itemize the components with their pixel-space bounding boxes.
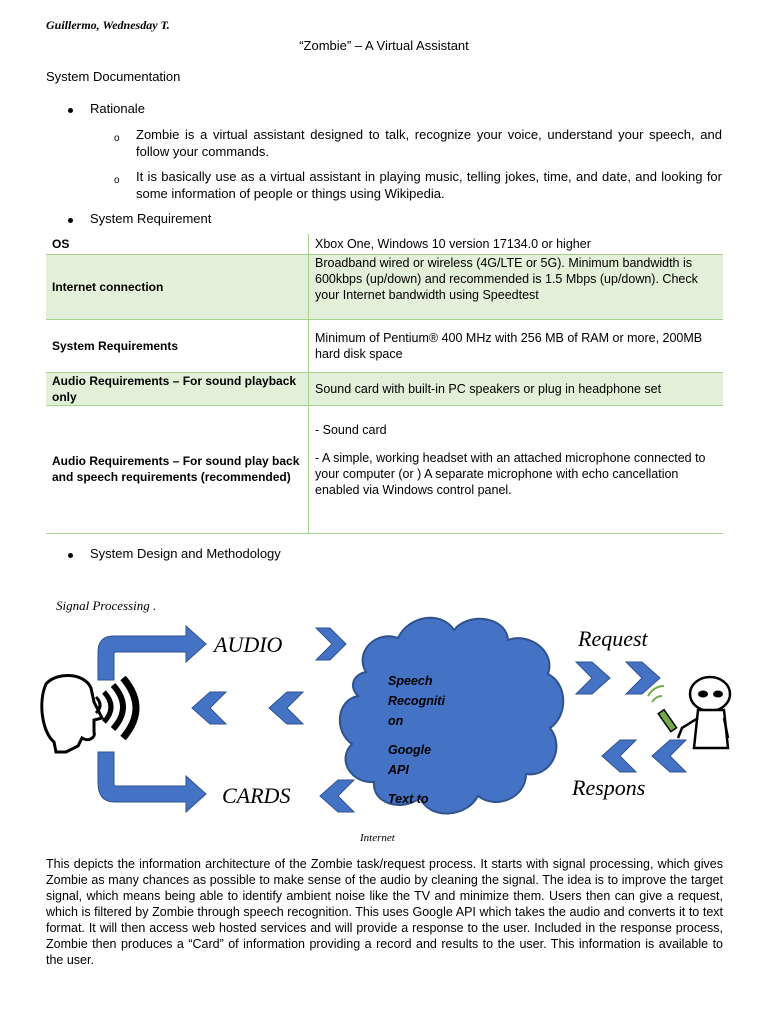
chevron-arrow-icon (192, 692, 303, 724)
bullet-dot (68, 218, 73, 223)
response-label: Respons (572, 775, 646, 800)
table-row (46, 405, 723, 533)
cloud-text: API (388, 763, 409, 777)
description-paragraph: This depicts the information architecture of the Zombie task/request process. It starts with signal processing, which gives Zombie as many chances as possible to make sense of the audio by cleaning the signal. The idea is to improve the target signal, which means being able to identify ambient noise like the TV and minimize them. Users then can give a request, which is filtered by Zombie through speech recognition. This uses Google API which takes the audio and converts it to text format. It will then access web hosted services and will provide a response to the user. Included in the response process, Zombie then produces a “Card” of information providing a record and results to the user. This information is available to the user. (46, 857, 723, 967)
cloud-text: Google (388, 743, 432, 757)
rationale-item: o It is basically use as a virtual assistant in playing music, telling jokes, time, and date, and looking for some information of people or things using Wikipedia. (114, 169, 722, 201)
cloud-text: Speech (388, 674, 433, 688)
sub-bullet-icon: o (114, 133, 120, 144)
table-row (46, 319, 723, 372)
bullet-system-requirement (90, 211, 211, 226)
chevron-arrow-icon (316, 628, 346, 660)
cloud-text: on (388, 714, 404, 728)
table-value: Minimum of Pentium® 400 MHz with 256 MB of RAM or more, 200MB hard disk space (315, 330, 703, 361)
internet-label: Internet (360, 832, 395, 844)
table-value: Broadband wired or wireless (4G/LTE or 5G). Minimum bandwidth is 600kbps (up/down) and recommended is 1.5 Mbps (up/down). Check your Internet bandwidth using Speedtest (309, 254, 724, 319)
audio-label: AUDIO (214, 632, 283, 657)
rationale-item: o Zombie is a virtual assistant designed to talk, recognize your voice, understand your speech, and follow your commands. (114, 127, 722, 159)
cards-label: CARDS (222, 783, 291, 808)
section-title: System Documentation (46, 69, 181, 84)
table-key: Audio Requirements – For sound play back and speech requirements (recommended) (46, 405, 309, 533)
bullet-label: System Requirement (90, 211, 212, 226)
cloud-icon (340, 618, 563, 814)
table-key: System Requirements (46, 319, 309, 372)
request-label: Request (578, 626, 648, 651)
table-value (309, 405, 724, 533)
table-value: Sound card with built-in PC speakers or plug in headphone set (309, 372, 724, 405)
bullet-label: System Design and Methodology (90, 546, 281, 561)
signal-processing-label: Signal Processing . (56, 598, 157, 613)
cloud-text: Text to (388, 792, 429, 806)
table-row (46, 234, 723, 254)
cloud-text: Recogniti (388, 694, 445, 708)
table-row (46, 372, 723, 405)
bent-arrow-icon (98, 752, 206, 812)
bullet-system-design (90, 546, 281, 561)
chevron-arrow-icon (320, 780, 354, 812)
bullet-dot (68, 108, 73, 113)
table-key: Audio Requirements – For sound playback only (46, 372, 309, 405)
chevron-arrow-icon (576, 662, 660, 694)
author-name: Guillermo, Wednesday T. (46, 18, 170, 32)
table-value-line: - A simple, working headset with an attached microphone connected to your computer (or ) A separate microphone with echo cancellation enabled via Windows control panel. (315, 450, 706, 497)
document-title: “Zombie” – A Virtual Assistant (299, 38, 469, 53)
bent-arrow-icon (98, 626, 206, 680)
table-key: OS (46, 234, 309, 254)
requirements-table (46, 234, 723, 534)
chevron-arrow-icon (602, 740, 686, 772)
bullet-label: Rationale (90, 101, 145, 116)
table-row (46, 254, 723, 319)
bullet-dot (68, 553, 73, 558)
table-value: Xbox One, Windows 10 version 17134.0 or higher (315, 236, 591, 251)
alien-phone-icon (648, 677, 730, 748)
table-key: Internet connection (46, 254, 309, 319)
table-value-line: - Sound card (315, 422, 387, 437)
speaking-head-icon (42, 675, 136, 752)
architecture-diagram (36, 592, 736, 847)
bullet-rationale (90, 101, 145, 116)
sub-bullet-icon: o (114, 175, 120, 186)
